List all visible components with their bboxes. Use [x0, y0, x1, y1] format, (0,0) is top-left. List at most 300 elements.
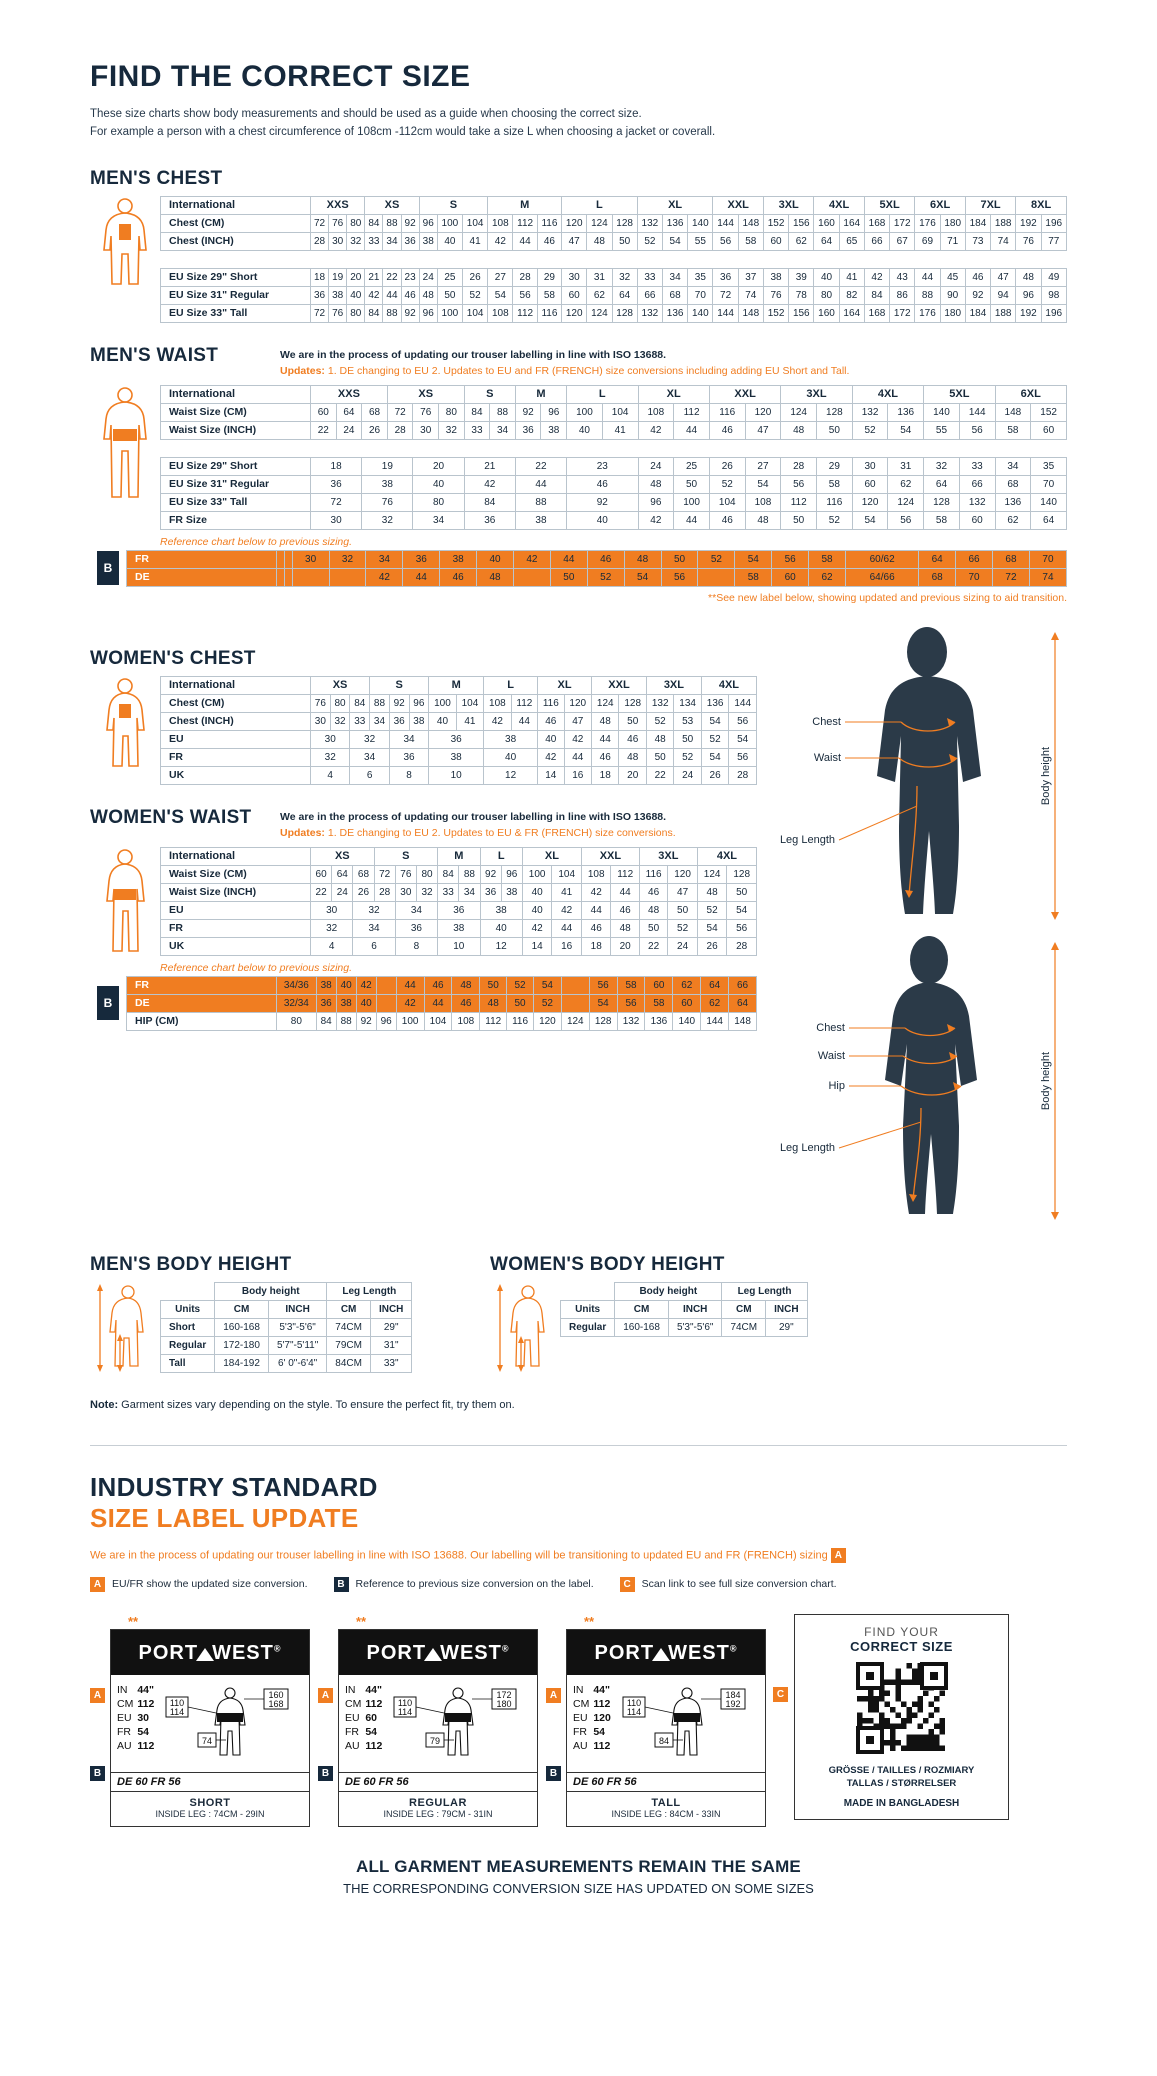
cell: 164: [839, 304, 864, 322]
bh-cell: 74CM: [327, 1318, 371, 1336]
cell: 96: [501, 865, 522, 883]
cell: 132: [852, 403, 888, 421]
cell: 16: [564, 766, 591, 784]
cell: 24: [332, 883, 353, 901]
cell: 48: [619, 748, 646, 766]
cell: 8: [389, 766, 428, 784]
cell: 56: [729, 712, 757, 730]
svg-text:110: 110: [170, 1697, 185, 1708]
label-key: EU: [573, 1711, 588, 1724]
cell: 22: [383, 268, 401, 286]
legend-text-b: Reference to previous size conversion on the label.: [355, 1578, 594, 1591]
cell: 92: [389, 694, 409, 712]
cell: 30: [329, 232, 347, 250]
cell: 124: [587, 304, 612, 322]
label-box: [338, 1629, 538, 1827]
cell: 44: [513, 232, 537, 250]
cell: 58: [809, 550, 846, 568]
cell: 58: [537, 286, 561, 304]
mens-chest-table: [160, 196, 1067, 323]
bh-cell: 5'3"-5'6": [268, 1318, 326, 1336]
cell: 88: [915, 286, 940, 304]
cell: 60: [772, 568, 809, 586]
cell: 18: [592, 766, 619, 784]
cell: 52: [668, 919, 698, 937]
table-row: [127, 550, 1067, 568]
cell: 58: [617, 976, 645, 994]
table-row: [161, 937, 757, 955]
table-row: [161, 883, 757, 901]
cell: 26: [353, 883, 374, 901]
cell: 64: [332, 865, 353, 883]
bh-unit-header: [161, 1300, 412, 1318]
cell: 23: [401, 268, 419, 286]
table-row: [161, 268, 1067, 286]
cell: 46: [592, 748, 619, 766]
mens-waist-heading: MEN'S WAIST: [90, 344, 219, 366]
cell: 48: [452, 976, 480, 994]
label-key: IN: [573, 1683, 584, 1696]
bh-cell: 5'7"-5'11": [268, 1336, 326, 1354]
cell: 30: [562, 268, 587, 286]
cell: 108: [638, 403, 674, 421]
cell: 144: [959, 403, 995, 421]
label-size-row: [117, 1697, 158, 1711]
cell: 62: [673, 976, 701, 994]
header-group: L: [480, 847, 522, 865]
header-group: M: [438, 847, 480, 865]
cell: [376, 976, 396, 994]
cell: 64: [924, 475, 960, 493]
cell: 108: [488, 304, 513, 322]
label-key: IN: [345, 1683, 356, 1696]
female-height-icon: [490, 1282, 560, 1372]
label-key: AU: [345, 1739, 360, 1752]
cell: 88: [383, 304, 401, 322]
cell: 10: [438, 937, 480, 955]
cell: 28: [387, 421, 413, 439]
cell: 44: [611, 883, 639, 901]
cell: 136: [645, 1012, 673, 1030]
cell: 64: [814, 232, 839, 250]
svg-text:184: 184: [725, 1689, 741, 1700]
cell: 192: [1016, 304, 1041, 322]
cell: 64: [919, 550, 956, 568]
table-row: [161, 475, 1067, 493]
header-group: L: [562, 196, 638, 214]
cell: 96: [376, 1012, 396, 1030]
row-label: UK: [161, 937, 311, 955]
bh-cell: 5'3"-5'6": [668, 1318, 722, 1336]
header-group: L: [484, 676, 538, 694]
cell: 100: [522, 865, 552, 883]
row-label: FR: [127, 976, 277, 994]
cell: 128: [924, 493, 960, 511]
bh-row-label: Tall: [161, 1354, 215, 1372]
cell: 44: [515, 475, 566, 493]
cell: 30: [311, 511, 362, 529]
cell: 40: [522, 883, 552, 901]
cell: 34: [995, 457, 1031, 475]
header-group: XXL: [709, 385, 780, 403]
mens-body-height-heading: MEN'S BODY HEIGHT: [90, 1253, 292, 1275]
cell: 32: [350, 730, 389, 748]
table-header-row: [161, 676, 757, 694]
cell: 92: [356, 1012, 376, 1030]
cell: 52: [709, 475, 745, 493]
label-key: FR: [345, 1725, 359, 1738]
spacer-cell: [161, 250, 1067, 268]
cell: 47: [991, 268, 1016, 286]
cell: 40: [336, 976, 356, 994]
label-size-row: [345, 1711, 386, 1725]
cell: 88: [370, 694, 390, 712]
page-title: FIND THE CORRECT SIZE: [90, 60, 471, 93]
mens-body-height-block: [90, 1232, 450, 1373]
cell: 44: [552, 919, 582, 937]
size-label-card: [93, 1613, 310, 1827]
table-row: [161, 493, 1067, 511]
cell: 16: [552, 937, 582, 955]
cell: 60: [645, 976, 673, 994]
female-waist-icon: [90, 847, 160, 957]
row-label: EU: [161, 730, 311, 748]
cell: 56: [617, 994, 645, 1012]
cell: 42: [488, 232, 513, 250]
cell: 38: [501, 883, 522, 901]
cell: 38: [316, 976, 336, 994]
header-group: 3XL: [646, 676, 701, 694]
label-value: 112: [137, 1697, 155, 1710]
brand-bar: [567, 1630, 765, 1675]
table-row: [161, 286, 1067, 304]
bh-row-label: Regular: [161, 1336, 215, 1354]
label-size-rows: [573, 1683, 615, 1768]
cell: 72: [311, 304, 329, 322]
cell: 30: [292, 550, 329, 568]
cell: 40: [437, 232, 462, 250]
cell: 32: [353, 901, 395, 919]
header-group: M: [515, 385, 566, 403]
size-label-card: [549, 1613, 766, 1827]
cell: 29: [817, 457, 853, 475]
svg-text:Body height: Body height: [1040, 746, 1052, 805]
label-key: AU: [117, 1739, 132, 1752]
cell: 64: [729, 994, 757, 1012]
cell: 40: [480, 919, 522, 937]
cell: 36: [389, 748, 428, 766]
cell: 160: [814, 304, 839, 322]
cell: 108: [488, 214, 513, 232]
mens-waist-orange-body: [127, 550, 1067, 586]
cell: 88: [515, 493, 566, 511]
cell: 48: [611, 919, 639, 937]
cell: 48: [592, 712, 619, 730]
label-size-row: [117, 1683, 158, 1697]
cell: 28: [727, 937, 757, 955]
cell: 36: [713, 268, 738, 286]
cell: 84: [365, 214, 383, 232]
label-size-row: [573, 1711, 615, 1725]
label-tag-b: B: [318, 1766, 333, 1781]
cell: 40: [477, 550, 514, 568]
bh-unit-header: [561, 1300, 808, 1318]
cell: 48: [477, 568, 514, 586]
cell: 76: [413, 403, 439, 421]
qr-card[interactable]: [776, 1614, 1009, 1820]
cell: 33: [365, 232, 383, 250]
svg-text:180: 180: [496, 1698, 512, 1709]
label-footer: [339, 1791, 537, 1826]
female-chest-icon: [90, 676, 160, 772]
cell: 34: [389, 730, 428, 748]
cell: 148: [995, 403, 1031, 421]
label-size-row: [573, 1725, 615, 1739]
cell: 144: [713, 304, 738, 322]
label-key: EU: [345, 1711, 360, 1724]
industry-title-2: SIZE LABEL UPDATE: [90, 1502, 359, 1533]
header-group: 4XL: [701, 676, 756, 694]
label-value: 54: [365, 1725, 378, 1738]
header-group: 6XL: [995, 385, 1066, 403]
cell: [292, 568, 329, 586]
cell: 144: [701, 1012, 729, 1030]
female-figure: [777, 936, 1067, 1226]
womens-waist-ref-prev: Reference chart below to previous sizing.: [160, 961, 353, 974]
cell: 132: [617, 1012, 645, 1030]
bh-unit: INCH: [268, 1300, 326, 1318]
label-tag-a: A: [318, 1688, 333, 1703]
womens-bh-body: [561, 1282, 808, 1336]
mens-waist-ref-prev: Reference chart below to previous sizing.: [160, 535, 353, 548]
cell: 100: [429, 694, 456, 712]
table-row: [161, 214, 1067, 232]
label-value: 112: [137, 1739, 155, 1752]
cell: 52: [701, 730, 728, 748]
label-value: 112: [365, 1739, 383, 1752]
cell: 24: [668, 937, 698, 955]
cell: 54: [488, 286, 513, 304]
cell: 33: [438, 883, 459, 901]
cell: 22: [646, 766, 673, 784]
cell: 104: [424, 1012, 452, 1030]
cell: 58: [924, 511, 960, 529]
row-label: Waist Size (INCH): [161, 883, 311, 901]
cell: 20: [413, 457, 464, 475]
cell: 120: [564, 694, 591, 712]
cell: 92: [965, 286, 990, 304]
cell: 32/34: [277, 994, 317, 1012]
cell: 23: [567, 457, 638, 475]
row-label: EU Size 33" Tall: [161, 493, 311, 511]
cell: 46: [424, 976, 452, 994]
cell: 134: [674, 694, 701, 712]
cell: [561, 994, 589, 1012]
cell: 50: [480, 976, 507, 994]
cell: 104: [709, 493, 745, 511]
male-waist-icon: [90, 385, 160, 505]
cell: 136: [701, 694, 728, 712]
header-label: International: [161, 676, 311, 694]
cell: 74: [1029, 568, 1066, 586]
cell: 50: [437, 286, 462, 304]
cell: 47: [745, 421, 781, 439]
cell: 72: [374, 865, 395, 883]
cell: 48: [646, 730, 673, 748]
cell: 72: [311, 214, 329, 232]
cell: 31: [587, 268, 612, 286]
label-previous-sizing: DE 60 FR 56: [567, 1772, 765, 1791]
tag-b: B: [334, 1577, 349, 1592]
cell: 140: [1031, 493, 1067, 511]
table-row: [161, 766, 757, 784]
label-inside-leg: INSIDE LEG : 74CM - 29IN: [155, 1808, 265, 1819]
cell: 42: [522, 919, 552, 937]
cell: 42: [464, 475, 515, 493]
cell: 67: [890, 232, 915, 250]
label-box: [110, 1629, 310, 1827]
label-stars: **: [128, 1613, 139, 1629]
cell: 56: [713, 232, 738, 250]
cell: 44: [674, 511, 710, 529]
qr-code-icon[interactable]: [856, 1662, 948, 1754]
cell: 33: [464, 421, 490, 439]
cell: 74: [991, 232, 1016, 250]
cell: 54: [589, 994, 617, 1012]
cell: 60: [311, 865, 332, 883]
cell: 54: [745, 475, 781, 493]
cell: 25: [437, 268, 462, 286]
svg-text:114: 114: [398, 1706, 413, 1717]
cell: 60: [959, 511, 995, 529]
header-label: International: [161, 196, 311, 214]
header-label: International: [161, 385, 311, 403]
header-group: XS: [365, 196, 419, 214]
svg-text:Chest: Chest: [816, 1021, 845, 1034]
label-size-row: [345, 1683, 386, 1697]
label-value: 44": [137, 1683, 155, 1696]
cell: 128: [619, 694, 646, 712]
label-value: 54: [137, 1725, 150, 1738]
cell: 124: [781, 403, 817, 421]
cell: 54: [727, 901, 757, 919]
cell: 116: [537, 214, 561, 232]
label-previous-sizing: DE 60 FR 56: [339, 1772, 537, 1791]
svg-text:84: 84: [658, 1735, 669, 1746]
row-label: Chest (INCH): [161, 232, 311, 250]
cell: 30: [852, 457, 888, 475]
cell: 19: [362, 457, 413, 475]
bh-unit: INCH: [766, 1300, 807, 1318]
cell: 32: [329, 550, 366, 568]
cell: 40: [567, 421, 603, 439]
svg-text:110: 110: [626, 1697, 642, 1708]
bh-corner: [161, 1282, 215, 1300]
womens-chest-block: [90, 676, 757, 785]
svg-text:114: 114: [170, 1706, 185, 1717]
cell: 58: [817, 475, 853, 493]
brand-bar: [339, 1630, 537, 1675]
brand-name: PORT WEST®: [594, 1641, 738, 1664]
cell: 72: [387, 403, 413, 421]
label-tag-b: B: [90, 1766, 105, 1781]
label-fit-name: SHORT: [189, 1796, 231, 1809]
cell: 38: [409, 712, 429, 730]
cell: 12: [484, 766, 538, 784]
label-key: CM: [345, 1697, 362, 1710]
cell: 28: [781, 457, 817, 475]
cell: 152: [1031, 403, 1067, 421]
womens-chest-table: [160, 676, 757, 785]
womens-chest-heading: WOMEN'S CHEST: [90, 647, 256, 669]
bh-cell: 84CM: [327, 1354, 371, 1372]
row-label: Chest (INCH): [161, 712, 311, 730]
cell: 84: [316, 1012, 336, 1030]
mens-chest-heading: MEN'S CHEST: [90, 167, 223, 189]
section-divider: [90, 1445, 1067, 1446]
cell: 120: [852, 493, 888, 511]
cell: 32: [311, 748, 350, 766]
cell: 44: [581, 901, 611, 919]
label-value: 30: [137, 1711, 150, 1724]
cell: 34: [353, 919, 395, 937]
cell: 100: [437, 304, 462, 322]
portwest-logo-icon: [652, 1648, 670, 1661]
cell: 58: [995, 421, 1031, 439]
cell: 96: [541, 403, 567, 421]
label-body: [339, 1675, 537, 1772]
header-group: 5XL: [924, 385, 995, 403]
bh-group: Body height: [615, 1282, 722, 1300]
cell: 50: [661, 550, 698, 568]
cell: 38: [362, 475, 413, 493]
brand-bar: [111, 1630, 309, 1675]
cell: 24: [638, 457, 674, 475]
qr-line-3: GRÖSSE / TAILLES / ROZMIARY: [828, 1764, 975, 1776]
cell: 33: [637, 268, 662, 286]
cell: 46: [440, 568, 477, 586]
row-label: EU: [161, 901, 311, 919]
header-group: S: [419, 196, 488, 214]
mens-waist-table: [160, 385, 1067, 530]
cell: 36: [403, 550, 440, 568]
womens-waist-heading: WOMEN'S WAIST: [90, 806, 252, 828]
cell: 52: [817, 511, 853, 529]
cell: 58: [738, 232, 763, 250]
cell: 77: [1041, 232, 1066, 250]
label-size-rows: [117, 1683, 158, 1768]
cell: 92: [567, 493, 638, 511]
cell: 48: [587, 232, 612, 250]
cell: 58: [645, 994, 673, 1012]
cell: 180: [940, 304, 965, 322]
cell: 56: [772, 550, 809, 568]
cell: 54: [701, 748, 728, 766]
header-group: 6XL: [915, 196, 965, 214]
figures-column: [777, 626, 1067, 1226]
svg-text:Hip: Hip: [828, 1079, 845, 1092]
cell: 6: [353, 937, 395, 955]
cell: 80: [347, 304, 365, 322]
cell: 30: [311, 901, 353, 919]
cell: 50: [550, 568, 587, 586]
cell: 46: [709, 421, 745, 439]
cell: 48: [638, 475, 674, 493]
cell: 100: [674, 493, 710, 511]
row-label: EU Size 29" Short: [161, 457, 311, 475]
cell: 82: [839, 286, 864, 304]
cell: 98: [1041, 286, 1066, 304]
